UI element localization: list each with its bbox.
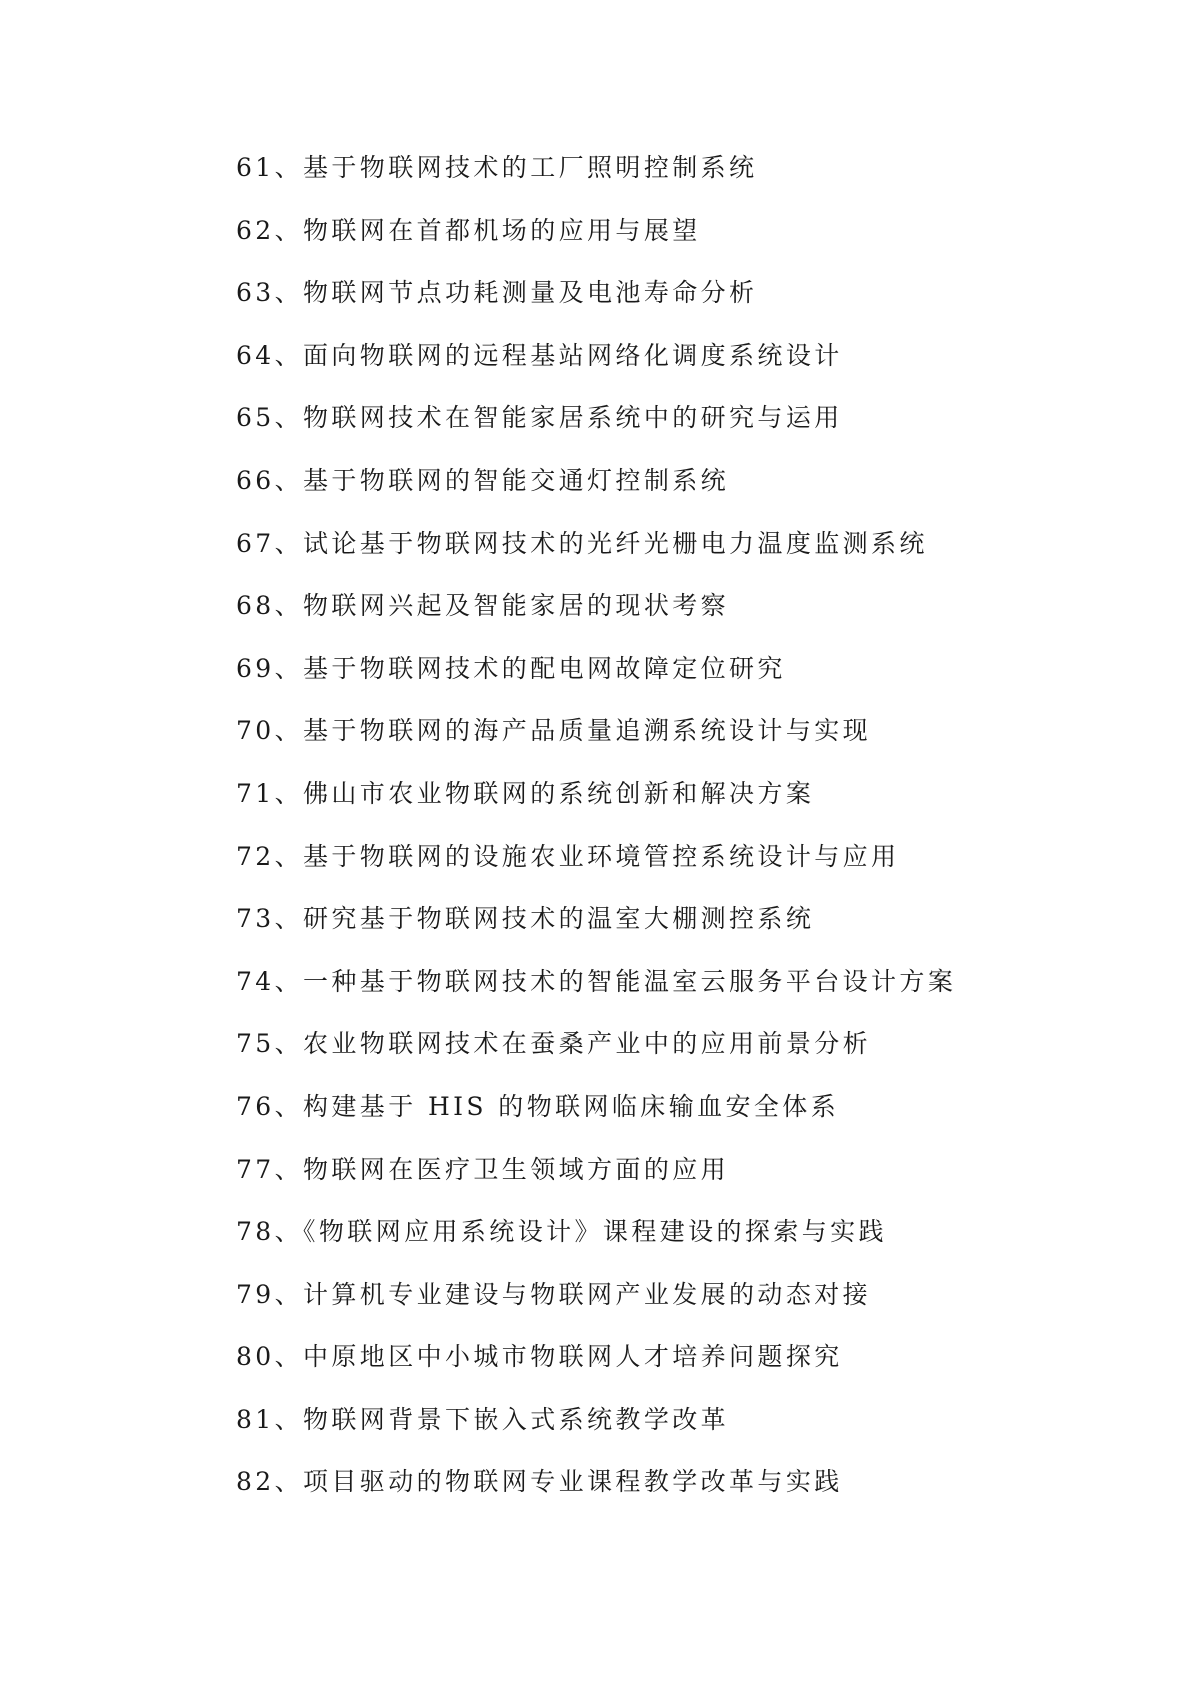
list-item: 66、基于物联网的智能交通灯控制系统 bbox=[236, 465, 730, 495]
list-item: 68、物联网兴起及智能家居的现状考察 bbox=[236, 591, 730, 621]
list-item: 62、物联网在首都机场的应用与展望 bbox=[236, 215, 701, 245]
list-item: 61、基于物联网技术的工厂照明控制系统 bbox=[236, 153, 758, 182]
list-item: 80、中原地区中小城市物联网人才培养问题探究 bbox=[236, 1342, 843, 1372]
list-item: 73、研究基于物联网技术的温室大棚测控系统 bbox=[236, 904, 815, 934]
list-item: 77、物联网在医疗卫生领域方面的应用 bbox=[236, 1154, 730, 1184]
list-item: 81、物联网背景下嵌入式系统教学改革 bbox=[236, 1404, 730, 1434]
list-item: 79、计算机专业建设与物联网产业发展的动态对接 bbox=[236, 1279, 872, 1309]
list-item: 75、农业物联网技术在蚕桑产业中的应用前景分析 bbox=[236, 1029, 872, 1059]
list-item: 82、项目驱动的物联网专业课程教学改革与实践 bbox=[236, 1467, 843, 1497]
list-item: 63、物联网节点功耗测量及电池寿命分析 bbox=[236, 278, 758, 308]
list-item: 72、基于物联网的设施农业环境管控系统设计与应用 bbox=[236, 841, 900, 871]
list-item: 78、《物联网应用系统设计》课程建设的探索与实践 bbox=[236, 1217, 887, 1247]
list-item: 74、一种基于物联网技术的智能温室云服务平台设计方案 bbox=[236, 966, 957, 996]
list-item: 64、面向物联网的远程基站网络化调度系统设计 bbox=[236, 340, 843, 370]
list-item: 76、构建基于 HIS 的物联网临床输血安全体系 bbox=[236, 1091, 840, 1121]
list-item: 70、基于物联网的海产品质量追溯系统设计与实现 bbox=[236, 716, 872, 746]
list-item: 67、试论基于物联网技术的光纤光栅电力温度监测系统 bbox=[236, 528, 928, 558]
list-item: 65、物联网技术在智能家居系统中的研究与运用 bbox=[236, 403, 843, 433]
list-item: 71、佛山市农业物联网的系统创新和解决方案 bbox=[236, 778, 815, 808]
list-item: 69、基于物联网技术的配电网故障定位研究 bbox=[236, 653, 786, 683]
topic-list bbox=[236, 146, 1136, 1523]
